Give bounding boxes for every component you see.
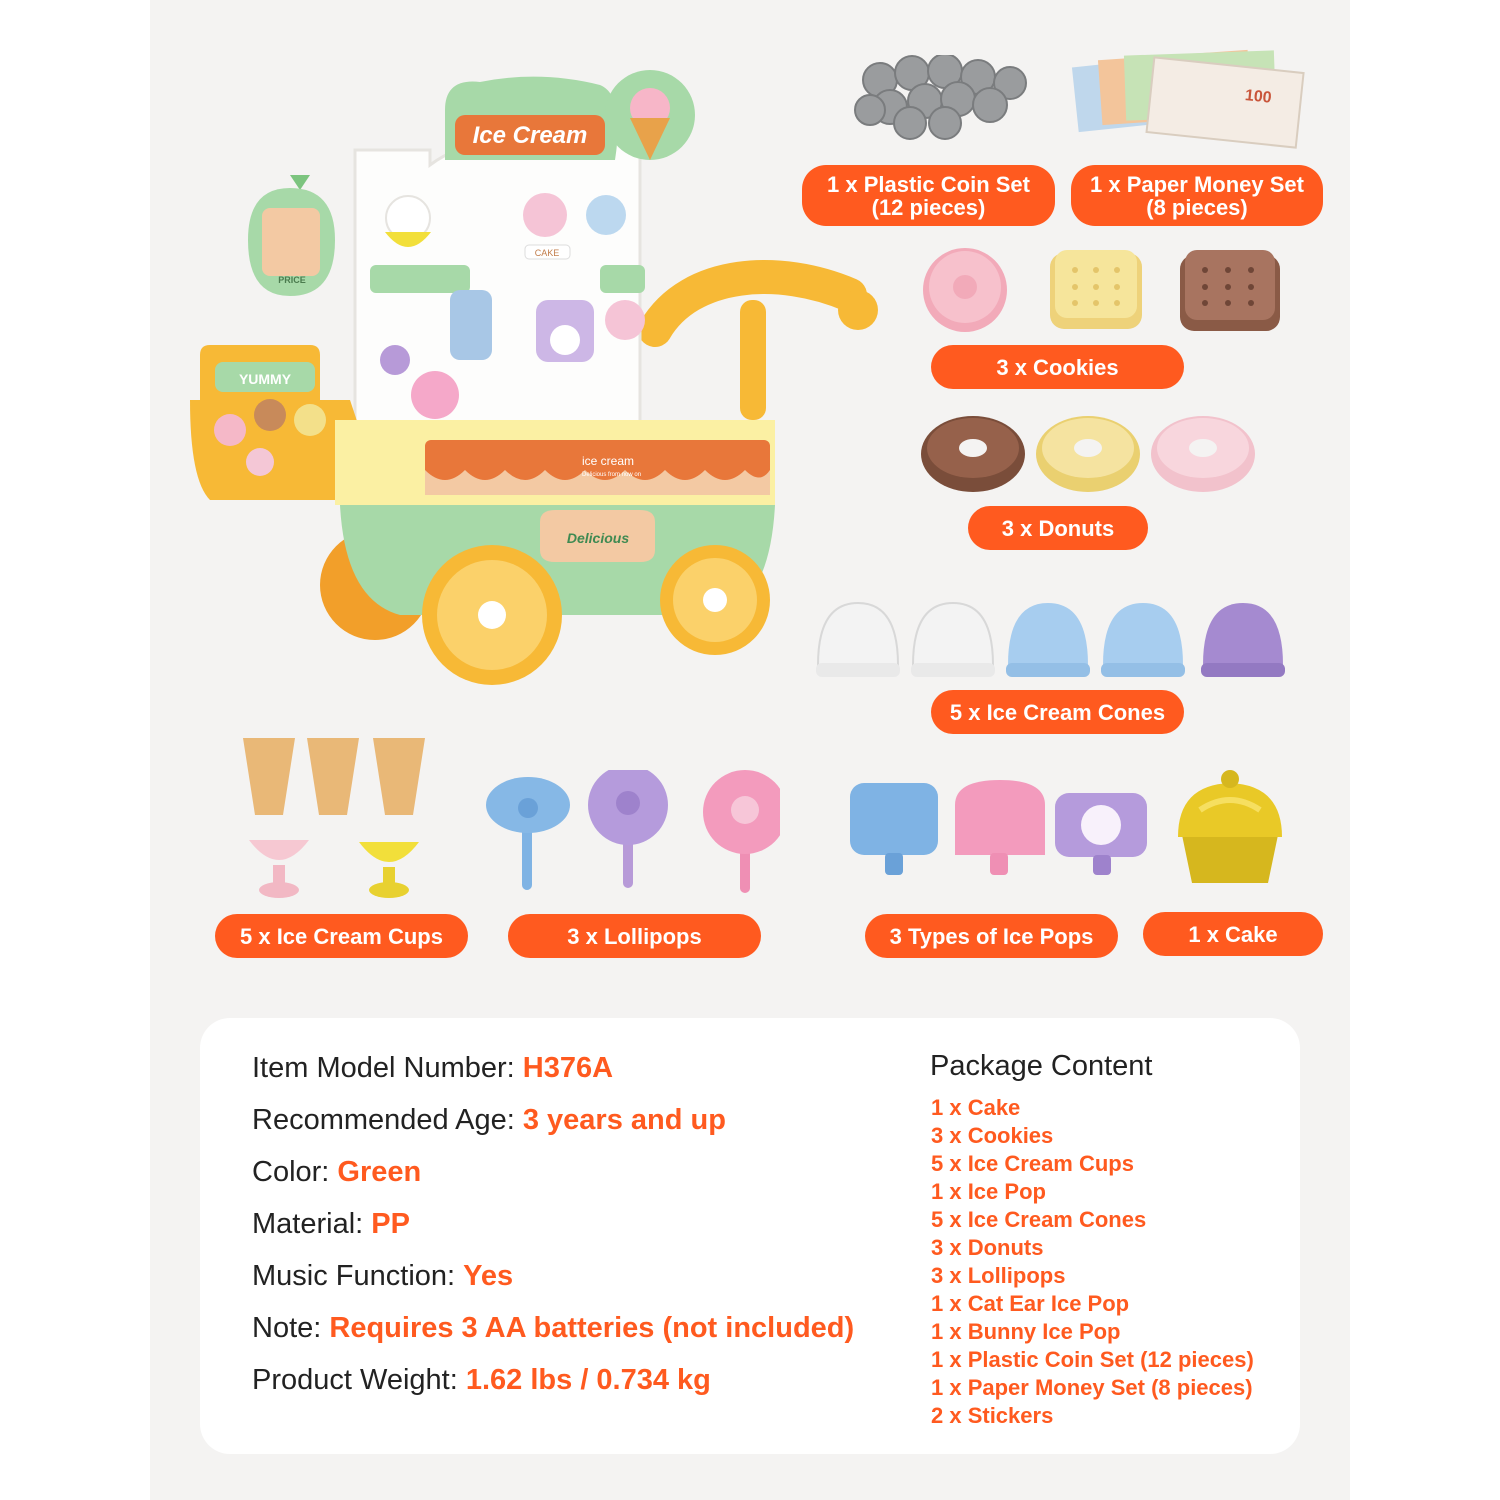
coin-set-image bbox=[850, 55, 1030, 140]
flower-cookie bbox=[923, 248, 1007, 332]
label-ice-pops-text: 3 Types of Ice Pops bbox=[889, 923, 1094, 949]
spec-music-function bbox=[252, 1260, 513, 1293]
spec-value: H376A bbox=[522, 1052, 614, 1084]
package-item: 1 x Bunny Ice Pop bbox=[931, 1319, 1121, 1344]
package-item: 3 x Cookies bbox=[931, 1123, 1054, 1148]
yummy-sign-text: YUMMY bbox=[238, 371, 292, 387]
paw-lollipop bbox=[486, 777, 570, 890]
label-cake bbox=[1143, 912, 1323, 956]
cart-badge bbox=[540, 510, 655, 562]
spec-material bbox=[252, 1208, 410, 1241]
package-item: 1 x Cat Ear Ice Pop bbox=[931, 1291, 1130, 1316]
label-ice-pops bbox=[865, 914, 1118, 958]
spec-value: Yes bbox=[463, 1260, 514, 1292]
front-wheel-left bbox=[422, 545, 562, 685]
spec-value: 1.62 lbs / 0.734 kg bbox=[465, 1364, 711, 1396]
price-label: PRICE bbox=[278, 275, 306, 285]
label-money-set-line1: 1 x Paper Money Set bbox=[1090, 171, 1304, 197]
ice-cream-cups-image bbox=[235, 730, 435, 910]
spec-color bbox=[252, 1156, 421, 1189]
package-item: 3 x Lollipops bbox=[931, 1263, 1066, 1288]
spec-label: Color: bbox=[252, 1156, 330, 1188]
spec-model-number bbox=[252, 1052, 613, 1085]
price-board bbox=[248, 175, 335, 296]
cart-sign-text: Ice Cream bbox=[472, 122, 588, 149]
ice-pops-image bbox=[845, 775, 1155, 880]
bill-value: 100 bbox=[1244, 87, 1273, 107]
label-cups bbox=[215, 914, 468, 958]
donuts-image bbox=[920, 412, 1255, 492]
spec-value: PP bbox=[371, 1208, 410, 1240]
cake-tag: CAKE bbox=[534, 248, 560, 258]
pink-cup bbox=[249, 840, 309, 898]
label-cones-text: 5 x Ice Cream Cones bbox=[949, 699, 1166, 725]
pink-donut bbox=[1151, 416, 1255, 492]
package-item: 1 x Ice Pop bbox=[931, 1179, 1046, 1204]
label-coin-set-line2: (12 pieces) bbox=[871, 194, 986, 220]
yellow-donut bbox=[1036, 416, 1140, 492]
pink-ice-pop bbox=[955, 780, 1045, 875]
label-coin-set-line1: 1 x Plastic Coin Set bbox=[827, 171, 1030, 197]
label-cookies-text: 3 x Cookies bbox=[996, 354, 1119, 380]
label-lollipops bbox=[508, 914, 761, 958]
spec-value: Requires 3 AA batteries (not included) bbox=[329, 1312, 855, 1344]
package-item: 1 x Plastic Coin Set (12 pieces) bbox=[931, 1347, 1254, 1372]
label-donuts bbox=[968, 506, 1148, 550]
cake-image bbox=[1170, 765, 1290, 890]
package-item: 5 x Ice Cream Cones bbox=[931, 1207, 1147, 1232]
package-item: 1 x Paper Money Set (8 pieces) bbox=[931, 1375, 1253, 1400]
package-item: 2 x Stickers bbox=[931, 1403, 1054, 1428]
package-content-list bbox=[931, 1094, 1254, 1430]
label-cookies bbox=[931, 345, 1184, 389]
spec-product-weight bbox=[252, 1364, 711, 1397]
cone-3 bbox=[373, 738, 425, 815]
white-scoop-1 bbox=[816, 603, 900, 677]
flower-lollipop bbox=[588, 770, 668, 888]
package-item: 1 x Cake bbox=[931, 1095, 1021, 1120]
label-cake-text: 1 x Cake bbox=[1188, 921, 1278, 947]
blue-scoop-2 bbox=[1101, 603, 1185, 677]
label-donuts-text: 3 x Donuts bbox=[1001, 515, 1115, 541]
swirl-lollipop bbox=[703, 770, 780, 893]
package-item: 5 x Ice Cream Cups bbox=[931, 1151, 1134, 1176]
square-cookie bbox=[1050, 250, 1142, 329]
label-cones bbox=[931, 690, 1184, 734]
spec-label: Item Model Number: bbox=[252, 1052, 515, 1084]
purple-scoop bbox=[1201, 603, 1285, 677]
ice-cream-cart-image bbox=[185, 60, 885, 700]
bunny-ice-pop bbox=[1055, 793, 1147, 875]
ice-cream-cones-image bbox=[810, 595, 1290, 685]
lollipops-image bbox=[480, 770, 780, 900]
blue-ice-pop bbox=[850, 783, 938, 875]
spec-note bbox=[252, 1312, 854, 1345]
label-money-set bbox=[1071, 165, 1323, 226]
cone-1 bbox=[243, 738, 295, 815]
paper-money-image bbox=[1070, 45, 1315, 150]
chocolate-donut bbox=[921, 416, 1025, 492]
front-wheel-right bbox=[660, 545, 770, 655]
spec-label: Recommended Age: bbox=[252, 1104, 515, 1136]
spec-recommended-age bbox=[252, 1104, 726, 1137]
package-content-title: Package Content bbox=[930, 1050, 1153, 1082]
band-sub: Delicious from now on bbox=[582, 472, 642, 478]
label-cups-text: 5 x Ice Cream Cups bbox=[240, 923, 443, 949]
cart-sign bbox=[445, 77, 618, 160]
chocolate-cookie bbox=[1180, 250, 1280, 331]
spec-label: Note: bbox=[252, 1312, 322, 1344]
label-coin-set bbox=[802, 165, 1055, 226]
spec-value: Green bbox=[337, 1156, 422, 1188]
white-scoop-2 bbox=[911, 603, 995, 677]
yellow-cup bbox=[359, 842, 419, 898]
package-item: 3 x Donuts bbox=[931, 1235, 1044, 1260]
band-title: ice cream bbox=[582, 454, 635, 468]
cone-2 bbox=[307, 738, 359, 815]
spec-label: Material: bbox=[252, 1208, 364, 1240]
spec-label: Product Weight: bbox=[252, 1364, 458, 1396]
spec-label: Music Function: bbox=[252, 1260, 456, 1292]
cookies-image bbox=[910, 245, 1285, 335]
blue-scoop-1 bbox=[1006, 603, 1090, 677]
spec-value: 3 years and up bbox=[522, 1104, 726, 1136]
label-money-set-line2: (8 pieces) bbox=[1146, 194, 1248, 220]
badge-text: Delicious bbox=[566, 530, 630, 546]
label-lollipops-text: 3 x Lollipops bbox=[567, 923, 702, 949]
